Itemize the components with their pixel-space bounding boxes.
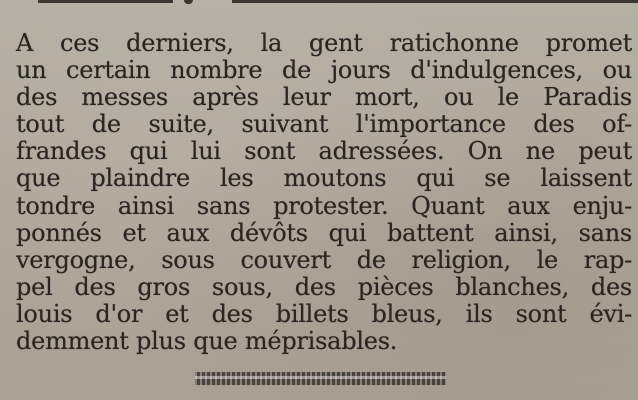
- article-line: tondre ainsi sans protester. Quant aux enju-: [16, 191, 632, 220]
- section-divider-highlight: [195, 376, 446, 379]
- article-body: [16, 30, 632, 355]
- article-line: louis d'or et des billets bleus, ils sont évi-: [16, 299, 632, 328]
- article-line: tout de suite, suivant l'importance des of-: [16, 110, 632, 139]
- article-line: que plaindre les moutons qui se laissent: [16, 164, 632, 193]
- article-line: frandes qui lui sont adressées. On ne peut: [16, 137, 632, 166]
- article-line: demment plus que méprisables.: [16, 327, 398, 356]
- article-line: vergogne, sous couvert de religion, le rap-: [16, 245, 632, 274]
- article-line: pel des gros sous, des pièces blanches, des: [16, 272, 632, 301]
- article-line: un certain nombre de jours d'indulgences, ou: [16, 56, 632, 85]
- article-line: ponnés et aux dévôts qui battent ainsi, sans: [16, 218, 632, 247]
- top-printer-mark: [184, 0, 193, 4]
- top-rule-right: [232, 0, 638, 3]
- top-rule-left: [38, 0, 173, 3]
- article-line: des messes après leur mort, ou le Paradis: [16, 83, 632, 112]
- article-line: A ces derniers, la gent ratichonne promet: [16, 29, 632, 57]
